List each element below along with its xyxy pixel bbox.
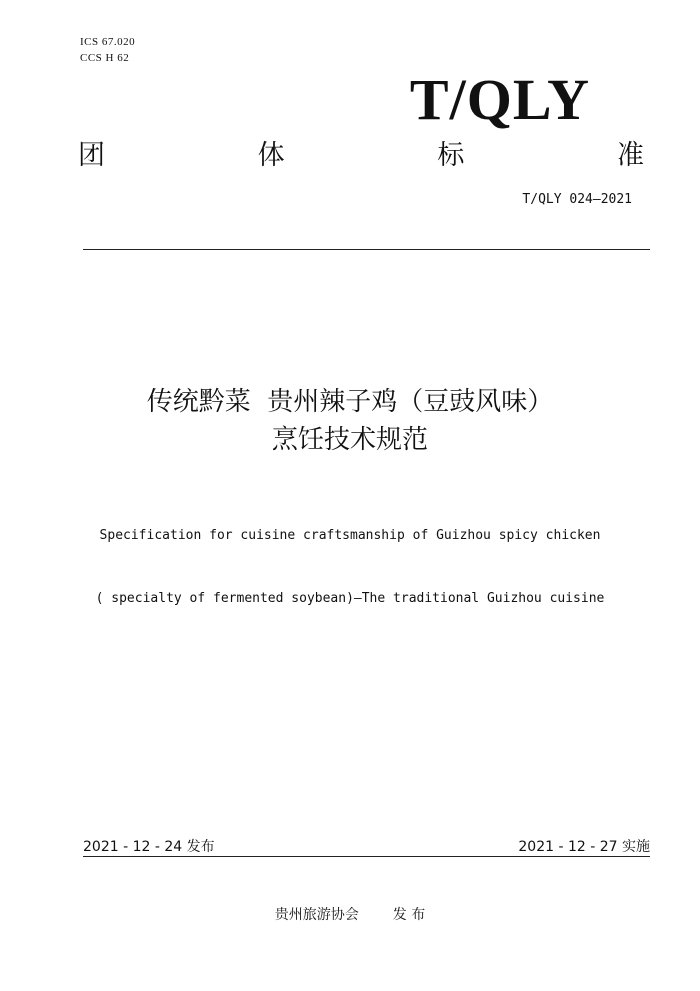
- top-divider: [83, 249, 650, 250]
- ics-code: ICS 67.020: [80, 36, 136, 48]
- standard-logo: T/QLY: [409, 67, 591, 132]
- english-title: [0, 483, 700, 630]
- bottom-divider: [83, 856, 650, 857]
- standard-type-char: 准: [616, 139, 644, 171]
- standard-number: T/QLY 024—2021: [522, 192, 632, 207]
- english-title-line: ( specialty of fermented soybean)—The traditional Guizhou cuisine: [95, 591, 605, 606]
- english-title-line: Specification for cuisine craftsmanship of Guizhou spicy chicken: [99, 528, 601, 543]
- issue-date: 2021 - 12 - 24 发布: [83, 839, 215, 855]
- publisher-name: 贵州旅游协会: [274, 907, 359, 923]
- chinese-title: [0, 383, 700, 459]
- standard-type-char: 团: [78, 139, 105, 171]
- classification-codes: [80, 34, 135, 66]
- chinese-title-line: 烹饪技术规范: [271, 425, 428, 455]
- standard-type: [78, 132, 644, 172]
- publisher-line: [0, 904, 700, 924]
- implementation-date: 2021 - 12 - 27 实施: [518, 839, 650, 855]
- standard-type-char: 体: [257, 139, 285, 171]
- ccs-code: CCS H 62: [80, 52, 130, 64]
- publish-label: 发 布: [392, 907, 426, 923]
- chinese-title-line: 传统黔菜 贵州辣子鸡（豆豉风味）: [146, 387, 554, 417]
- standard-type-char: 标: [437, 139, 465, 171]
